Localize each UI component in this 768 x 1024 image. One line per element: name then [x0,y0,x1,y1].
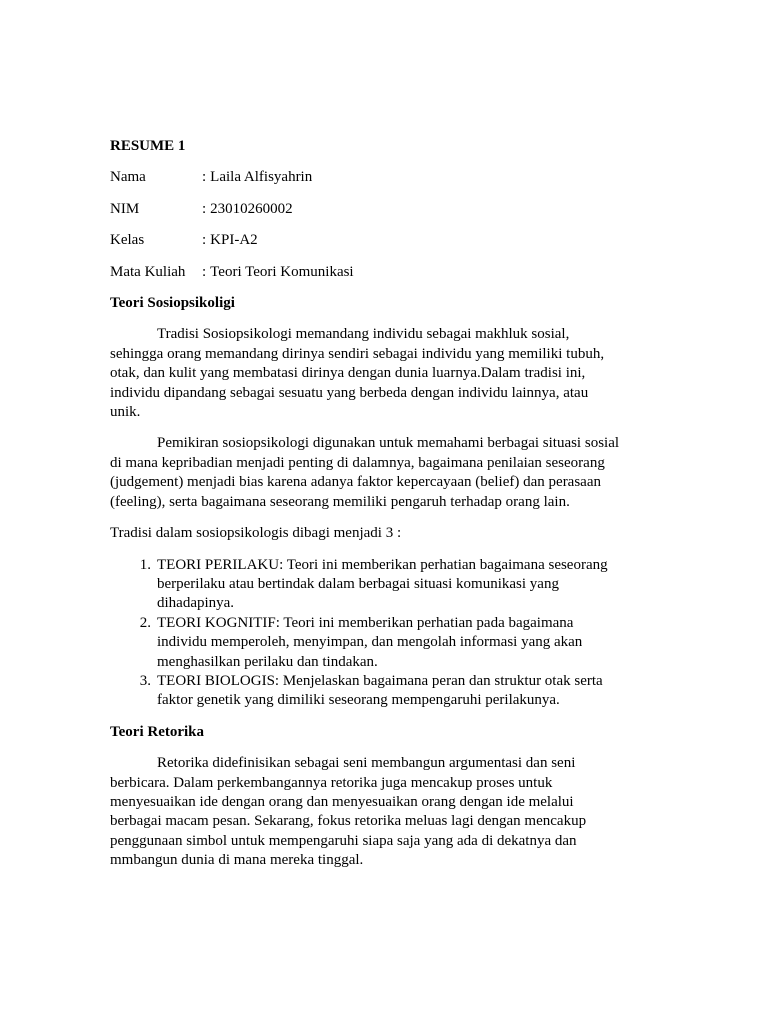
list-text: TEORI KOGNITIF: Teori ini memberikan perhatian pada bagaimana individu memperoleh, menyimpan, dan mengolah informasi yang akan menghasilkan perilaku dan tindakan. [157,614,583,670]
list-number: 1. [139,556,151,573]
meta-row-mata-kuliah [110,263,620,282]
meta-label: Nama [110,169,146,186]
list-number: 2. [139,614,151,631]
section-heading-sosiopsikologi: Teori Sosiopsikoligi [110,295,235,312]
paragraph: Pemikiran sosiopsikologi digunakan untuk memahami berbagai situasi sosial di mana kepribadian menjadi penting di dalamnya, bagaimana penilaian seseorang (judgement) menjadi bias karena adanya faktor kepercayaan (belief) dan perasaan (feeling), serta bagaimana seseorang memiliki pengaruh terhadap orang lain. [110,435,620,510]
list-item [110,672,620,711]
list-text: TEORI PERILAKU: Teori ini memberikan perhatian bagaimana seseorang berperilaku atau bertindak dalam berbagai situasi komunikasi yang dihadapinya. [157,556,608,612]
list-number: 3. [139,672,151,689]
meta-row-nim [110,200,620,219]
list-item [110,556,620,614]
section-heading-retorika: Teori Retorika [110,723,205,740]
meta-separator: : [202,169,207,186]
list-text: TEORI BIOLOGIS: Menjelaskan bagaimana peran dan struktur otak serta faktor genetik yang dimiliki seseorang mempengaruhi perilakunya. [157,672,603,709]
meta-value: KPI-A2 [210,232,258,249]
list-intro: Tradisi dalam sosiopsikologis dibagi menjadi 3 : [110,525,402,542]
meta-value: 23010260002 [210,200,293,217]
meta-separator: : [202,232,207,249]
document-title: RESUME 1 [110,138,186,154]
meta-label: Kelas [110,232,145,249]
document-body [110,137,620,883]
meta-label: Mata Kuliah [110,263,186,280]
meta-row-kelas [110,231,620,250]
meta-value: Laila Alfisyahrin [210,169,313,186]
meta-value: Teori Teori Komunikasi [210,263,354,280]
meta-label: NIM [110,200,140,217]
paragraph: Retorika didefinisikan sebagai seni membangun argumentasi dan seni berbicara. Dalam perkembangannya retorika juga mencakup proses untuk menyesuaikan ide dengan orang dan menyesuaikan orang dengan ide melalui berbagai macam pesan. Sekarang, fokus retorika meluas lagi dengan mencakup penggunaan simbol untuk mempengaruhi siapa saja yang ada di dekatnya dan mmbangun dunia di mana mereka tinggal. [110,755,587,869]
meta-separator: : [202,263,207,280]
list-item [110,614,620,672]
meta-separator: : [202,200,207,217]
paragraph: Tradisi Sosiopsikologi memandang individu sebagai makhluk sosial, sehingga orang memandang dirinya sendiri sebagai individu yang memiliki tubuh, otak, dan kulit yang membatasi dirinya dengan dunia luarnya.Dalam tradisi ini, individu dipandang sebagai sesuatu yang berbeda dengan individu lainnya, atau unik. [110,326,605,421]
meta-row-nama [110,168,620,187]
numbered-list [110,556,620,711]
